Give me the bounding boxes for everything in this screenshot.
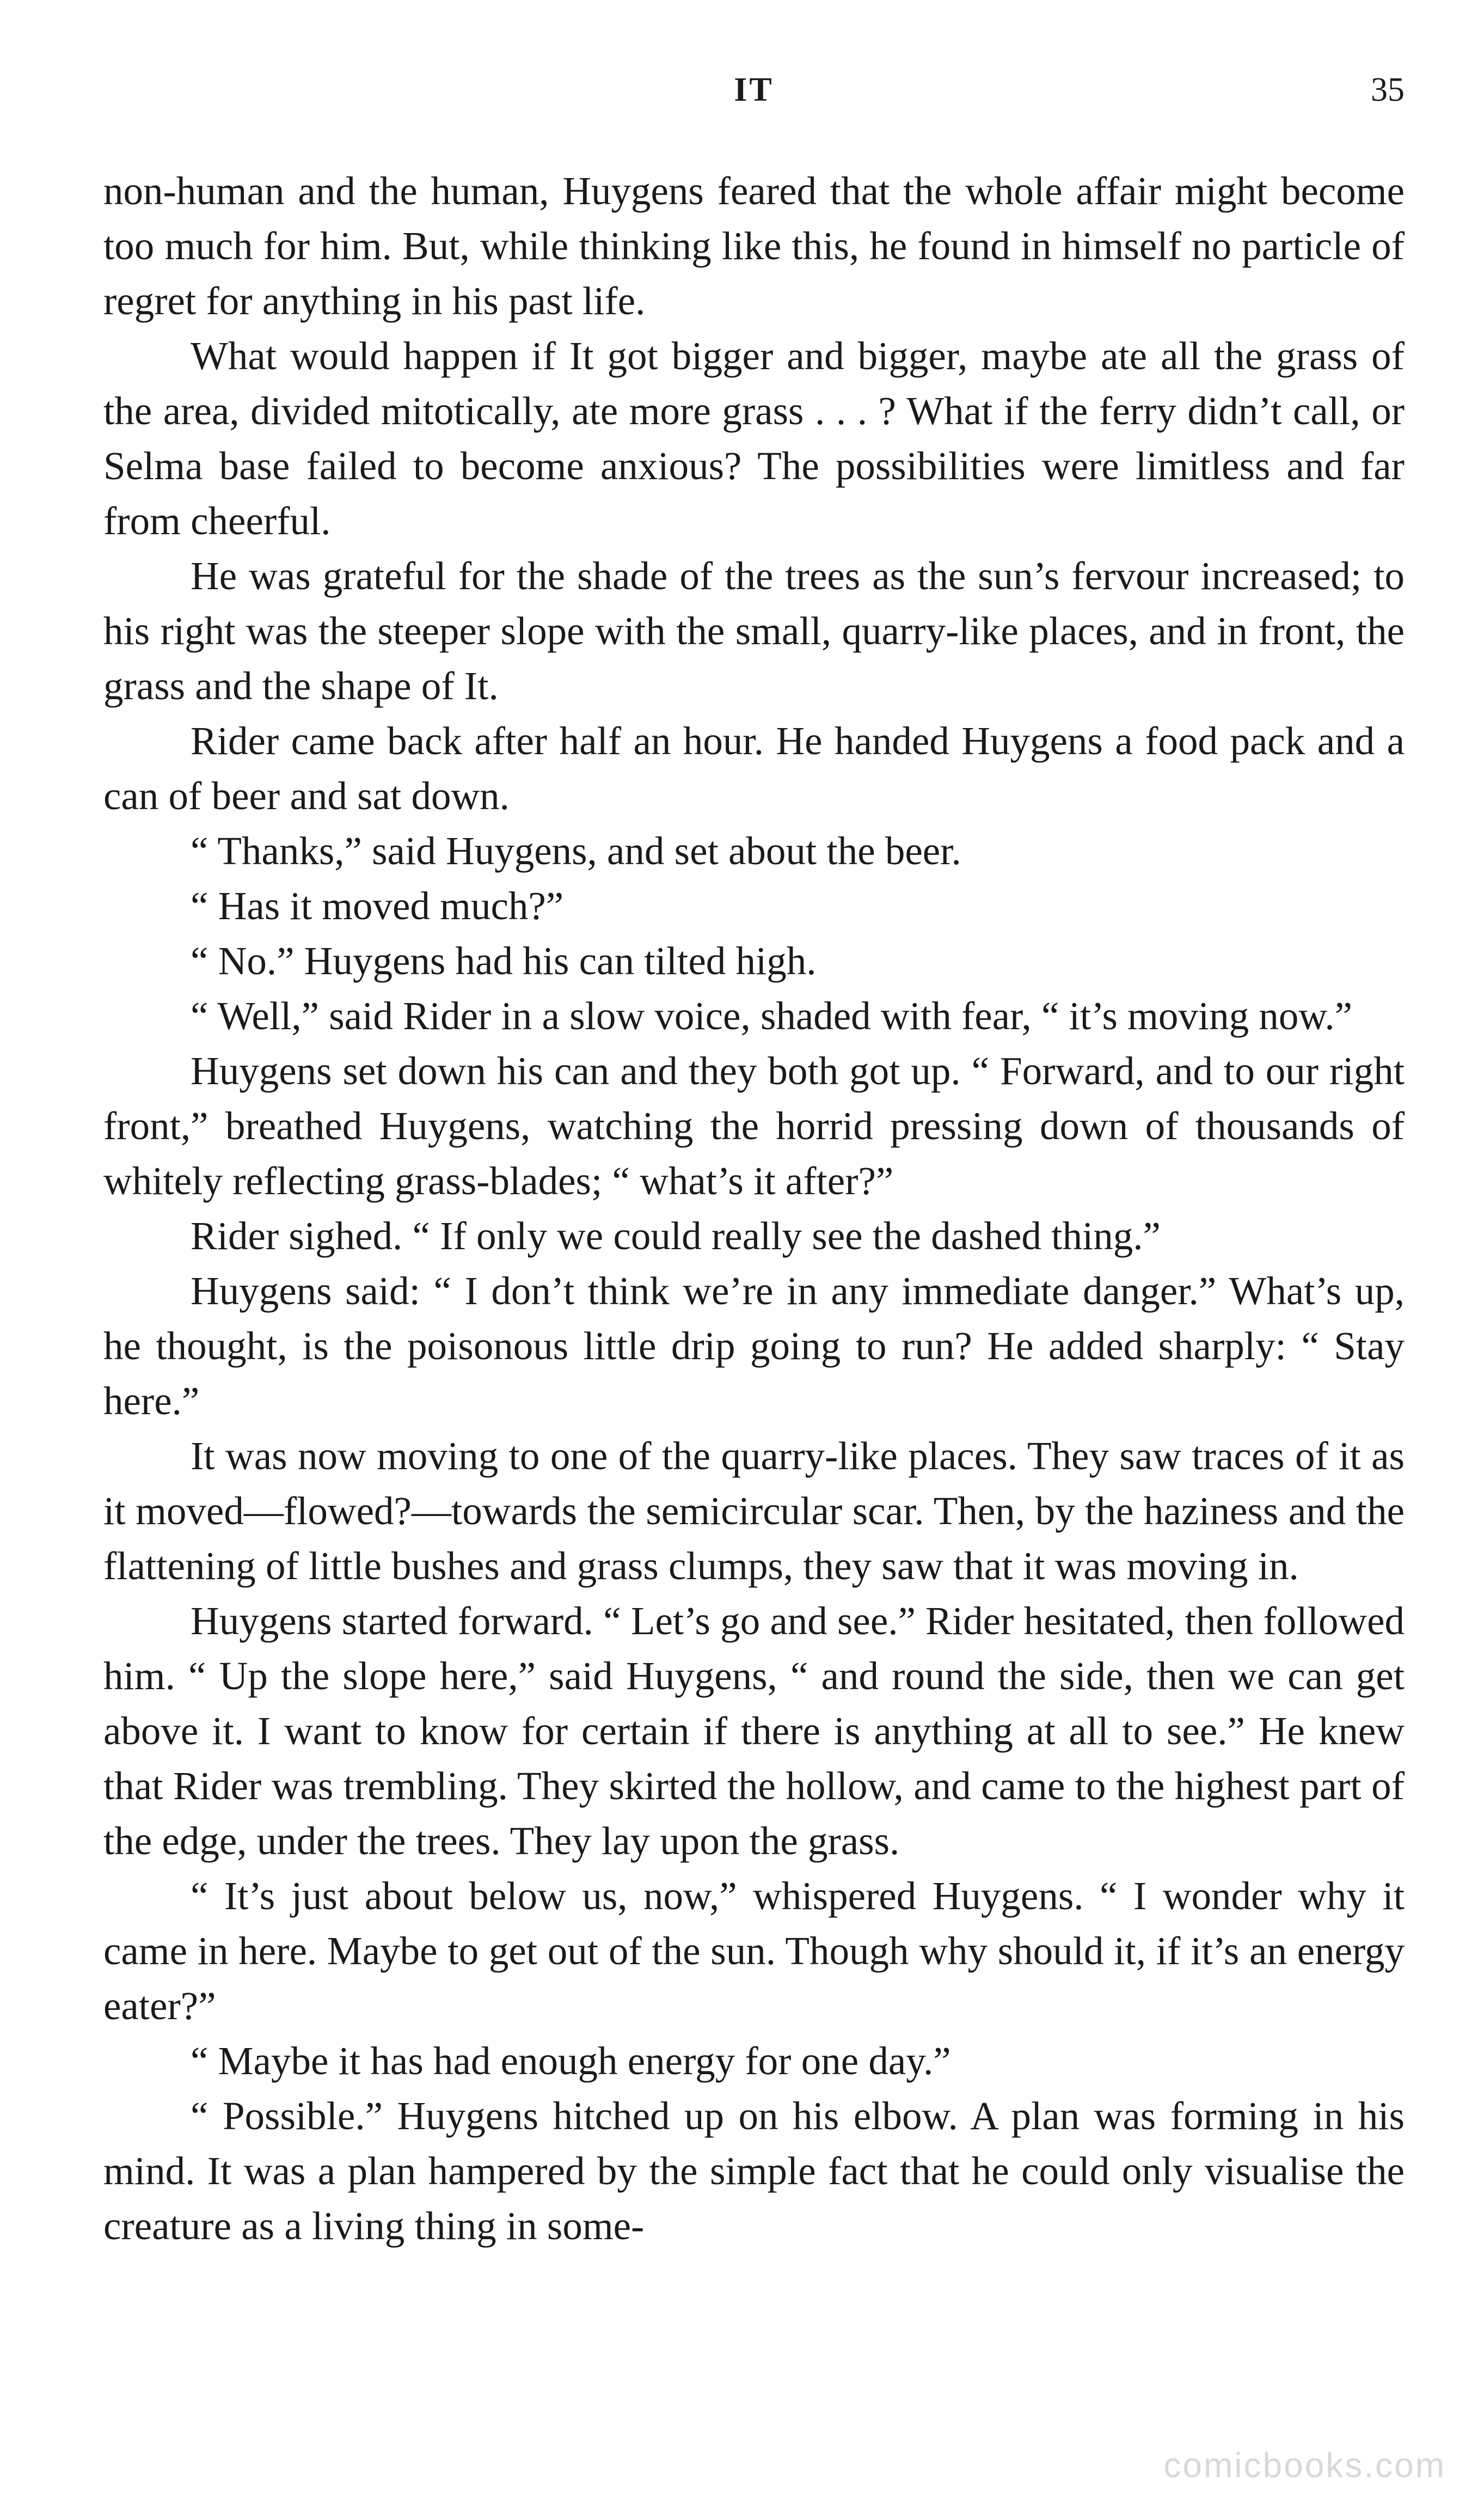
paragraph: “ Possible.” Huygens hitched up on his elbow. A plan was forming in his mind. It was a plan hampered by the simple fact that he could only visualise the creature as a living thing in some- bbox=[103, 2094, 1405, 2248]
paragraph: “ Well,” said Rider in a slow voice, shaded with fear, “ it’s moving now.” bbox=[191, 994, 1353, 1038]
paragraph: “ Maybe it has had enough energy for one day.” bbox=[191, 2039, 951, 2083]
paragraph: What would happen if It got bigger and bigger, maybe ate all the grass of the area, divided mitotically, ate more grass . . . ? What if the ferry didn’t call, or Selma base failed to become anxious? The possibilities were limitless and far from cheerful. bbox=[103, 334, 1405, 543]
paragraph: “ Has it moved much?” bbox=[191, 884, 564, 928]
paragraph: non-human and the human, Huygens feared that the whole affair might become too much for him. But, while thinking like this, he found in himself no particle of regret for anything in his past life. bbox=[103, 169, 1405, 323]
paragraph: Rider came back after half an hour. He handed Huygens a food pack and a can of beer and sat down. bbox=[103, 719, 1405, 818]
paragraph: Huygens set down his can and they both got up. “ Forward, and to our right front,” breathed Huygens, watching the horrid pressing down of thousands of whitely reflecting grass-blades; “ what’s it after?” bbox=[103, 1049, 1405, 1203]
paragraph: It was now moving to one of the quarry-like places. They saw traces of it as it moved—flowed?—towards the semicircular scar. Then, by the haziness and the flattening of little bushes and grass clumps, they saw that it was moving in. bbox=[103, 1434, 1405, 1588]
paragraph: Rider sighed. “ If only we could really see the dashed thing.” bbox=[191, 1214, 1161, 1258]
paragraph: Huygens started forward. “ Let’s go and see.” Rider hesitated, then followed him. “ Up the slope here,” said Huygens, “ and round the side, then we can get above it. I want to know for certain if there is anything at all to see.” He knew that Rider was trembling. They skirted the hollow, and came to the highest part of the edge, under the trees. They lay upon the grass. bbox=[103, 1599, 1405, 1863]
paragraph: “ No.” Huygens had his can tilted high. bbox=[191, 939, 817, 983]
body-text bbox=[103, 163, 1405, 2253]
chapter-title: IT bbox=[734, 71, 774, 108]
paragraph: “ It’s just about below us, now,” whispered Huygens. “ I wonder why it came in here. Maybe to get out of the sun. Though why should it, if it’s an energy eater?” bbox=[103, 1874, 1405, 2028]
paragraph: He was grateful for the shade of the trees as the sun’s fervour increased; to his right was the steeper slope with the small, quarry-like places, and in front, the grass and the shape of It. bbox=[103, 554, 1405, 708]
watermark: comicbooks.com bbox=[1163, 2446, 1446, 2485]
paragraph: Huygens said: “ I don’t think we’re in any immediate danger.” What’s up, he thought, is the poisonous little drip going to run? He added sharply: “ Stay here.” bbox=[103, 1269, 1405, 1423]
running-head bbox=[103, 71, 1405, 120]
paragraph: “ Thanks,” said Huygens, and set about the beer. bbox=[191, 829, 961, 873]
page-number: 35 bbox=[1371, 71, 1405, 108]
